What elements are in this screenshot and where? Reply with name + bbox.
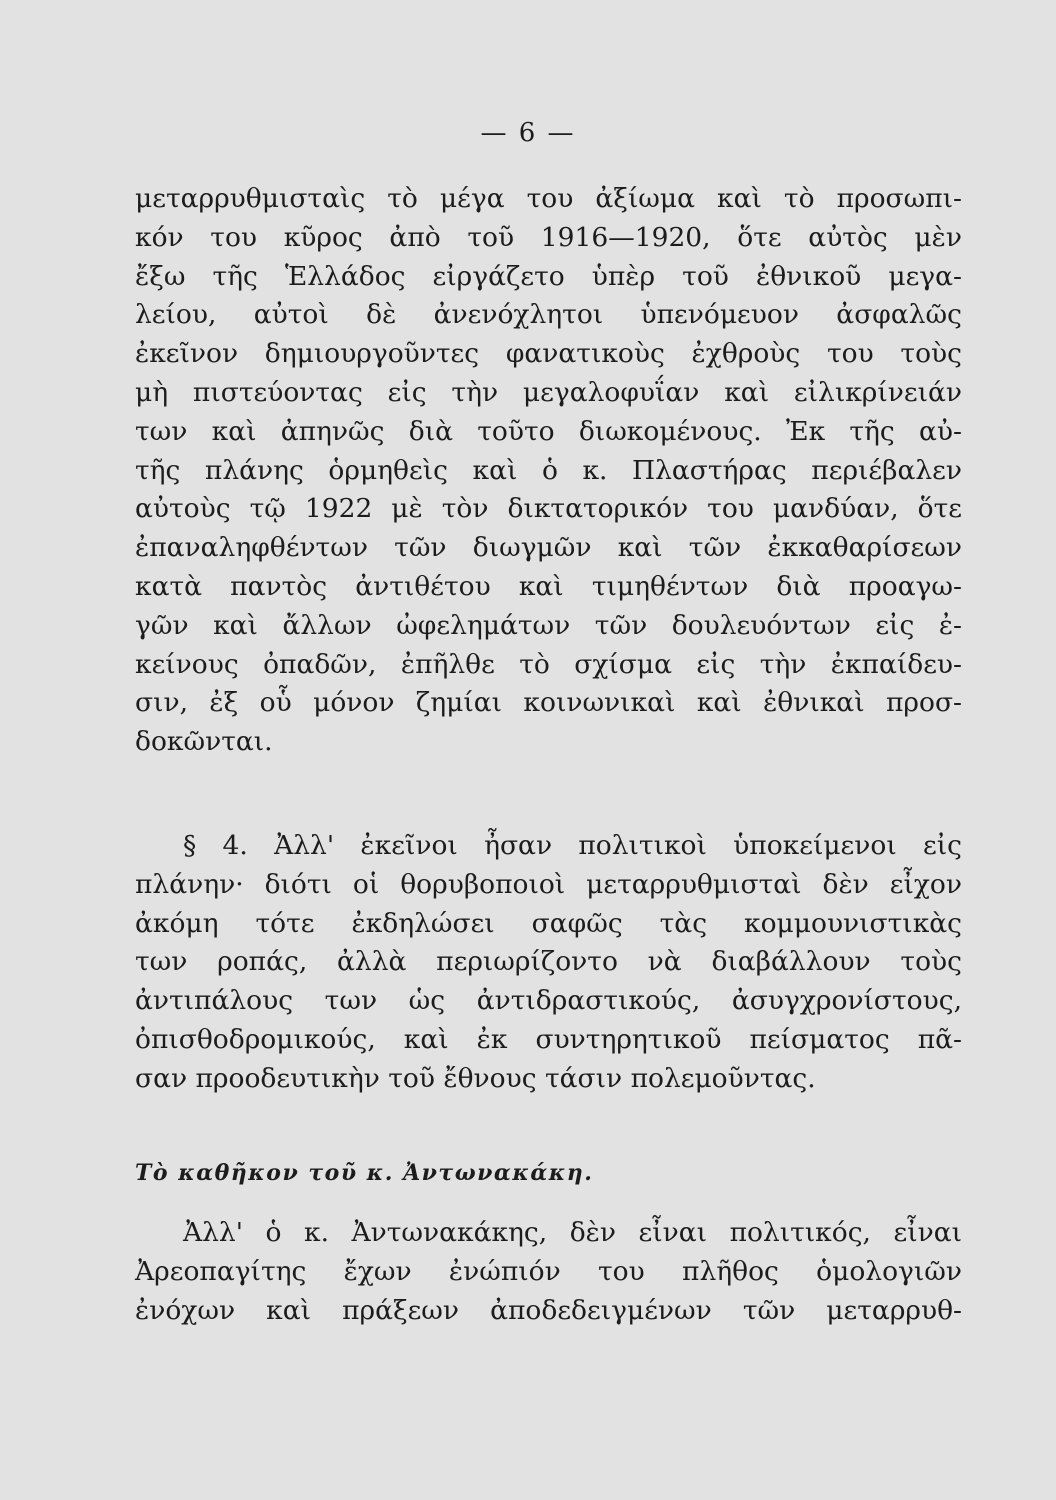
text-line: των καὶ ἀπηνῶς διὰ τοῦτο διωκομένους. Ἐκ τῆς αὐ- <box>135 415 962 447</box>
text-line: ὀπισθοδρομικούς, καὶ ἐκ συντηρητικοῦ πείσματος πᾶ- <box>135 1023 962 1055</box>
page-number: — 6 — <box>480 118 576 148</box>
text-line: ἀντιπάλους των ὡς ἀντιδραστικούς, ἀσυγχρονίστους, <box>135 985 962 1017</box>
section-heading: Τὸ καθῆκον τοῦ κ. Ἀντωνακάκη. <box>135 1160 594 1186</box>
text-line: σιν, ἐξ οὗ μόνον ζημίαι κοινωνικαὶ καὶ ἐθνικαὶ προσ- <box>135 687 962 719</box>
text-line: σαν προοδευτικὴν τοῦ ἔθνους τάσιν πολεμοῦντας. <box>135 1062 816 1094</box>
text-line: ἐπαναληφθέντων τῶν διωγμῶν καὶ τῶν ἐκκαθαρίσεων <box>135 532 962 564</box>
paragraph-3 <box>135 1214 962 1330</box>
text-line: μὴ πιστεύοντας εἰς τὴν μεγαλοφυΐαν καὶ εἰλικρίνειάν <box>135 376 962 408</box>
text-line: τῆς πλάνης ὁρμηθεὶς καὶ ὁ κ. Πλαστήρας περιέβαλεν <box>135 454 962 486</box>
text-line: κόν του κῦρος ἀπὸ τοῦ 1916—1920, ὅτε αὐτὸς μὲν <box>135 221 962 253</box>
text-line: κατὰ παντὸς ἀντιθέτου καὶ τιμηθέντων διὰ προαγω- <box>135 570 962 602</box>
text-line: κείνους ὀπαδῶν, ἐπῆλθε τὸ σχίσμα εἰς τὴν ἐκπαίδευ- <box>135 648 962 680</box>
text-line: ἔξω τῆς Ἑλλάδος εἰργάζετο ὑπὲρ τοῦ ἐθνικοῦ μεγα- <box>135 260 962 292</box>
text-line: δοκῶνται. <box>135 726 273 758</box>
text-line: Ἀλλ' ὁ κ. Ἀντωνακάκης, δὲν εἶναι πολιτικός, εἶναι <box>183 1217 962 1248</box>
text-line: μεταρρυθμισταὶς τὸ μέγα του ἀξίωμα καὶ τὸ προσωπι- <box>135 183 962 214</box>
text-line: των ροπάς, ἀλλὰ περιωρίζοντο νὰ διαβάλλουν τοὺς <box>135 946 962 978</box>
text-line: ἐκεῖνον δημιουργοῦντες φανατικοὺς ἐχθροὺς του τοὺς <box>135 338 962 370</box>
paragraph-1 <box>135 180 962 762</box>
text-line: Ἀρεοπαγίτης ἔχων ἐνώπιόν του πλῆθος ὁμολογιῶν <box>135 1255 962 1287</box>
text-line: πλάνην· διότι οἱ θορυβοποιοὶ μεταρρυθμισταὶ δὲν εἶχον <box>135 868 962 900</box>
text-line: § 4. Ἀλλ' ἐκεῖνοι ἦσαν πολιτικοὶ ὑποκείμενοι εἰς <box>183 830 962 861</box>
text-line: ἐνόχων καὶ πράξεων ἀποδεδειγμένων τῶν μεταρρυθ- <box>135 1294 962 1326</box>
text-line: γῶν καὶ ἄλλων ὠφελημάτων τῶν δουλευόντων εἰς ἐ- <box>135 609 962 641</box>
text-line: αὐτοὺς τῷ 1922 μὲ τὸν δικτατορικόν του μανδύαν, ὅτε <box>135 493 962 525</box>
text-line: λείου, αὐτοὶ δὲ ἀνενόχλητοι ὑπενόμευον ἀσφαλῶς <box>135 299 962 331</box>
paragraph-2 <box>135 827 962 1099</box>
text-line: ἀκόμη τότε ἐκδηλώσει σαφῶς τὰς κομμουνιστικὰς <box>135 907 962 939</box>
